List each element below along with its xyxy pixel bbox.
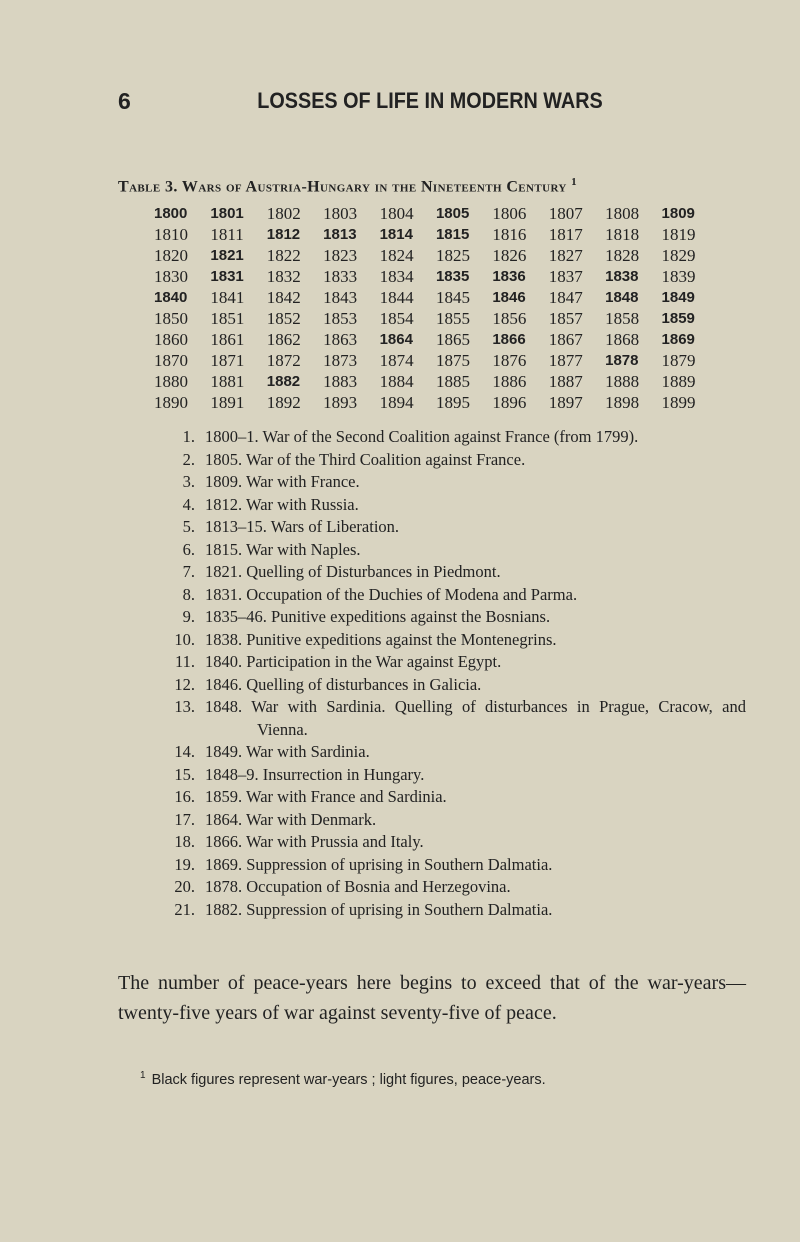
peace-year-cell: 1873 — [323, 350, 358, 370]
war-year-cell: 1869 — [661, 331, 695, 348]
note-number: 1. — [182, 427, 195, 446]
peace-year-cell: 1826 — [492, 245, 527, 265]
war-year-cell: 1836 — [492, 268, 526, 285]
note-item — [150, 696, 746, 741]
war-year-cell: 1831 — [210, 268, 244, 285]
peace-year-cell: 1875 — [435, 350, 470, 370]
note-text: 1882. Suppression of uprising in Southern Dalmatia. — [205, 899, 553, 919]
table-row — [154, 203, 718, 224]
note-text: 1813–15. Wars of Liberation. — [205, 517, 400, 536]
peace-year-cell: 1853 — [323, 308, 358, 328]
peace-year-cell: 1827 — [548, 245, 583, 265]
table-row — [154, 245, 718, 266]
war-year-cell: 1815 — [435, 226, 470, 243]
war-year-cell: 1866 — [492, 331, 526, 348]
peace-year-cell: 1806 — [492, 203, 527, 223]
note-number: 4. — [182, 494, 195, 514]
peace-year-cell: 1880 — [154, 371, 188, 391]
peace-year-cell: 1855 — [435, 308, 470, 328]
peace-year-cell: 1861 — [210, 329, 245, 349]
note-item — [150, 764, 746, 787]
footnote-mark: 1 — [571, 176, 578, 188]
peace-year-cell: 1851 — [210, 308, 245, 328]
peace-year-cell: 1829 — [661, 245, 696, 265]
peace-year-cell: 1857 — [548, 308, 583, 328]
note-text: 1869. Suppression of uprising in Southern Dalmatia. — [205, 854, 553, 874]
peace-year-cell: 1858 — [605, 308, 640, 328]
peace-year-cell: 1887 — [548, 371, 583, 391]
peace-year-cell: 1881 — [210, 371, 245, 391]
war-year-cell: 1805 — [435, 205, 470, 222]
peace-year-cell: 1884 — [379, 371, 414, 391]
note-text: 1848. War with Sardinia. Quelling of disturbances in Prague, Cracow, and Vienna. — [205, 697, 746, 739]
peace-year-cell: 1863 — [323, 329, 358, 349]
table-row — [154, 350, 718, 371]
peace-year-cell: 1817 — [548, 224, 583, 244]
note-number: 2. — [182, 449, 195, 469]
note-text: 1815. War with Naples. — [205, 539, 361, 559]
note-number: 19. — [174, 854, 195, 874]
peace-year-cell: 1844 — [379, 287, 414, 307]
peace-year-cell: 1856 — [492, 308, 527, 328]
war-year-cell: 1849 — [661, 289, 695, 306]
war-year-cell: 1859 — [661, 310, 695, 327]
peace-year-cell: 1822 — [266, 245, 301, 265]
note-item — [150, 741, 746, 764]
note-text: 1840. Participation in the War against Egypt. — [205, 652, 502, 671]
body-paragraph: The number of peace-years here begins to exceed that of the war-years—twenty-five years of war against seventy-five of peace. — [118, 972, 746, 1024]
peace-year-cell: 1852 — [266, 308, 301, 328]
footnote — [140, 1070, 546, 1088]
peace-year-cell: 1877 — [548, 350, 583, 370]
note-number: 20. — [174, 877, 195, 896]
table-row — [154, 287, 718, 308]
table-row — [154, 392, 718, 413]
note-item — [150, 516, 746, 539]
peace-year-cell: 1839 — [661, 266, 696, 286]
peace-year-cell: 1845 — [435, 287, 470, 307]
peace-year-cell: 1870 — [154, 350, 188, 370]
note-text: 1831. Occupation of the Duchies of Modena and Parma. — [205, 584, 578, 604]
note-number: 6. — [182, 539, 195, 559]
note-number: 3. — [182, 472, 195, 491]
peace-year-cell: 1804 — [379, 203, 414, 223]
note-text: 1848–9. Insurrection in Hungary. — [205, 764, 425, 784]
war-year-cell: 1864 — [379, 331, 413, 348]
note-number: 14. — [174, 742, 195, 761]
war-year-cell: 1838 — [605, 268, 639, 285]
peace-year-cell: 1818 — [605, 224, 640, 244]
note-item — [150, 674, 746, 697]
note-text: 1859. War with France and Sardinia. — [205, 787, 447, 806]
peace-year-cell: 1899 — [661, 392, 696, 412]
peace-year-cell: 1892 — [266, 392, 301, 412]
war-year-cell: 1812 — [266, 226, 301, 243]
peace-year-cell: 1824 — [379, 245, 414, 265]
peace-year-cell: 1885 — [435, 371, 470, 391]
peace-year-cell: 1865 — [435, 329, 470, 349]
note-item — [150, 854, 746, 877]
peace-year-cell: 1803 — [323, 203, 358, 223]
note-number: 5. — [182, 517, 195, 536]
peace-year-cell: 1860 — [154, 329, 188, 349]
note-number: 15. — [174, 764, 195, 784]
peace-year-cell: 1886 — [492, 371, 527, 391]
peace-year-cell: 1833 — [323, 266, 358, 286]
table-row — [154, 308, 718, 329]
peace-year-cell: 1834 — [379, 266, 414, 286]
peace-year-cell: 1819 — [661, 224, 696, 244]
peace-year-cell: 1872 — [266, 350, 301, 370]
footnote-mark: 1 — [140, 1070, 146, 1081]
note-number: 12. — [174, 674, 195, 694]
note-number: 18. — [174, 832, 195, 851]
peace-year-cell: 1830 — [154, 266, 188, 286]
peace-year-cell: 1876 — [492, 350, 527, 370]
peace-year-cell: 1843 — [323, 287, 358, 307]
note-item — [150, 584, 746, 607]
peace-year-cell: 1854 — [379, 308, 414, 328]
note-text: 1805. War of the Third Coalition against France. — [205, 449, 526, 469]
running-title: LOSSES OF LIFE IN MODERN WARS — [257, 88, 603, 113]
war-year-cell: 1846 — [492, 289, 526, 306]
note-item — [150, 494, 746, 517]
note-text: 1835–46. Punitive expeditions against the Bosnians. — [205, 607, 551, 626]
page-number: 6 — [118, 88, 131, 114]
peace-year-cell: 1883 — [323, 371, 358, 391]
peace-year-cell: 1807 — [548, 203, 583, 223]
note-item — [150, 786, 746, 809]
note-item — [150, 471, 746, 494]
peace-year-cell: 1871 — [210, 350, 245, 370]
peace-year-cell: 1889 — [661, 371, 696, 391]
note-text: 1821. Quelling of Disturbances in Piedmont. — [205, 562, 501, 581]
peace-year-cell: 1810 — [154, 224, 188, 244]
note-number: 8. — [182, 584, 195, 604]
note-number: 9. — [182, 607, 195, 626]
note-text: 1812. War with Russia. — [205, 494, 359, 514]
table-row — [154, 371, 718, 392]
note-item — [150, 561, 746, 584]
note-text: 1809. War with France. — [205, 472, 360, 491]
note-item — [150, 606, 746, 629]
war-year-cell: 1840 — [154, 289, 188, 306]
peace-year-cell: 1802 — [266, 203, 301, 223]
peace-year-cell: 1891 — [210, 392, 245, 412]
years-table — [154, 203, 718, 413]
peace-year-cell: 1808 — [605, 203, 640, 223]
note-number: 21. — [174, 899, 195, 919]
note-text: 1864. War with Denmark. — [205, 809, 377, 829]
peace-year-cell: 1841 — [210, 287, 245, 307]
note-item — [150, 809, 746, 832]
war-notes-list — [150, 426, 746, 921]
table-row — [154, 266, 718, 287]
note-number: 10. — [174, 629, 195, 649]
note-item — [150, 539, 746, 562]
peace-year-cell: 1850 — [154, 308, 188, 328]
peace-year-cell: 1811 — [210, 224, 244, 244]
note-item — [150, 629, 746, 652]
peace-year-cell: 1823 — [323, 245, 358, 265]
peace-year-cell: 1879 — [661, 350, 696, 370]
table-caption — [118, 176, 577, 196]
war-year-cell: 1800 — [154, 205, 188, 222]
footnote-text: Black figures represent war-years ; light figures, peace-years. — [151, 1071, 546, 1088]
peace-year-cell: 1867 — [548, 329, 583, 349]
peace-year-cell: 1816 — [492, 224, 527, 244]
peace-year-cell: 1894 — [379, 392, 414, 412]
table-row — [154, 329, 718, 350]
note-text: 1866. War with Prussia and Italy. — [205, 832, 424, 851]
note-item — [150, 449, 746, 472]
note-number: 17. — [174, 809, 195, 829]
table-row — [154, 224, 718, 245]
table-caption-text: Table 3. Wars of Austria-Hungary in the Nineteenth Century — [118, 178, 567, 196]
peace-year-cell: 1896 — [492, 392, 527, 412]
peace-year-cell: 1837 — [548, 266, 583, 286]
peace-year-cell: 1890 — [154, 392, 188, 412]
war-year-cell: 1821 — [210, 247, 244, 264]
war-year-cell: 1809 — [661, 205, 695, 222]
peace-year-cell: 1832 — [266, 266, 301, 286]
war-year-cell: 1878 — [605, 352, 639, 369]
note-text: 1838. Punitive expeditions against the Montenegrins. — [205, 629, 557, 649]
peace-year-cell: 1820 — [154, 245, 188, 265]
peace-year-cell: 1893 — [323, 392, 358, 412]
war-year-cell: 1801 — [210, 205, 244, 222]
note-item — [150, 831, 746, 854]
peace-year-cell: 1897 — [548, 392, 583, 412]
peace-year-cell: 1895 — [435, 392, 470, 412]
war-year-cell: 1835 — [435, 268, 470, 285]
note-item — [150, 876, 746, 899]
peace-year-cell: 1842 — [266, 287, 301, 307]
peace-year-cell: 1828 — [605, 245, 640, 265]
note-number: 7. — [182, 562, 195, 581]
war-year-cell: 1813 — [323, 226, 357, 243]
note-number: 16. — [174, 787, 195, 806]
peace-year-cell: 1862 — [266, 329, 301, 349]
peace-year-cell: 1888 — [605, 371, 640, 391]
war-year-cell: 1848 — [605, 289, 639, 306]
note-number: 11. — [174, 652, 195, 671]
note-text: 1849. War with Sardinia. — [205, 742, 370, 761]
war-year-cell: 1882 — [266, 373, 301, 390]
note-item — [150, 426, 746, 449]
peace-year-cell: 1898 — [605, 392, 640, 412]
note-text: 1846. Quelling of disturbances in Galicia. — [205, 674, 482, 694]
peace-year-cell: 1868 — [605, 329, 640, 349]
peace-year-cell: 1874 — [379, 350, 414, 370]
peace-year-cell: 1847 — [548, 287, 583, 307]
war-year-cell: 1814 — [379, 226, 413, 243]
note-item — [150, 899, 746, 922]
note-number: 13. — [174, 697, 195, 716]
peace-year-cell: 1825 — [435, 245, 470, 265]
note-text: 1800–1. War of the Second Coalition against France (from 1799). — [205, 427, 639, 446]
note-item — [150, 651, 746, 674]
note-text: 1878. Occupation of Bosnia and Herzegovina. — [205, 877, 511, 896]
